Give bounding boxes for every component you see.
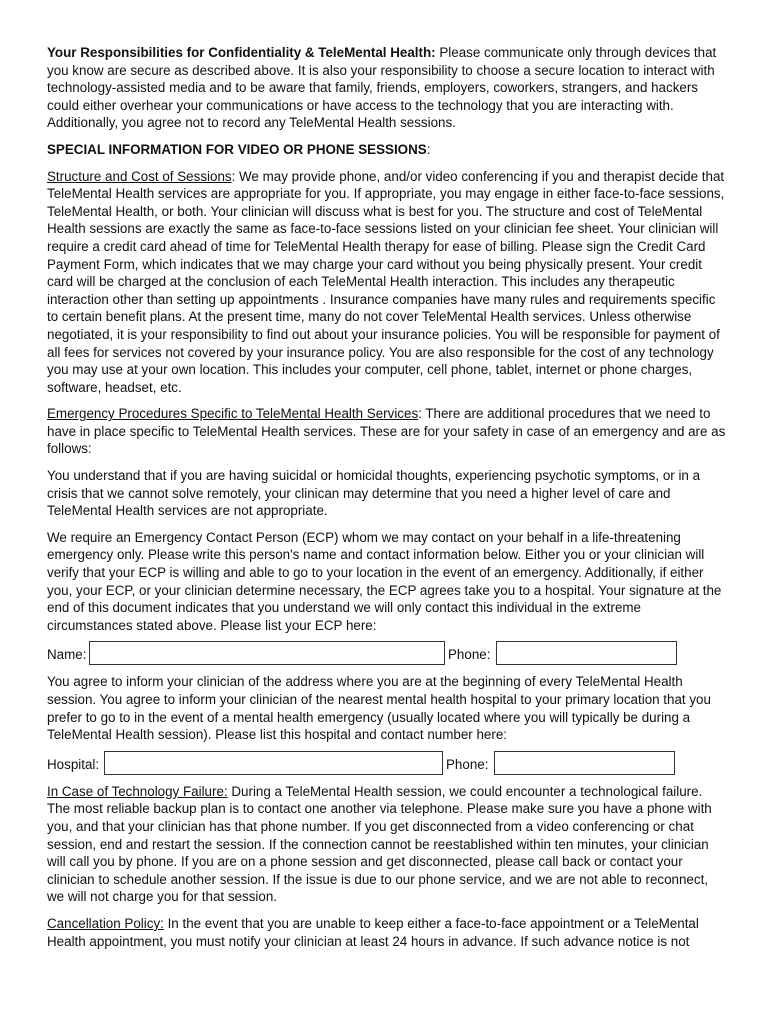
cancellation-paragraph [47, 915, 726, 950]
hospital-paragraph: You agree to inform your clinician of the address where you are at the beginning of every TeleMental Health session. You agree to inform your clinician of the nearest mental health hospital to your primary location that you prefer to go to in the event of a mental health emergency (usually located where you will typically be during a TeleMental Health session). Please list this hospital and contact number here: [47, 674, 711, 743]
special-info-heading: SPECIAL INFORMATION FOR VIDEO OR PHONE SESSIONS [47, 141, 427, 157]
structure-body: : We may provide phone, and/or video conferencing if you and therapist decide that TeleMental Health services are appropriate for you. If appropriate, you may engage in either face-to-face sessions, TeleMental Health, or both. Your clinician will discuss what is best for you. The structure and cost of TeleMental Health sessions are exactly the same as face-to-face sessions listed on your clinician fee sheet. Your clinician will require a credit card ahead of time for TeleMental Health therapy for ease of billing. Please sign the Credit Card Payment Form, which indicates that we may charge your card without you being physically present. Your credit card will be charged at the conclusion of each TeleMental Health interaction. This includes any therapeutic interaction other than setting up appointments . Insurance companies have many rules and requirements specific to certain benefit plans. At the present time, many do not cover TeleMental Health services. Unless otherwise negotiated, it is your responsibility to find out about your insurance policies. You will be responsible for payment of all fees for services not covered by your insurance policy. You are also responsible for the cost of any technology you may use at your own location. This includes your computer, cell phone, tablet, internet or phone charges, software, headset, etc. [47, 168, 725, 395]
hospital-phone-label: Phone: [446, 756, 489, 772]
structure-paragraph [47, 168, 726, 397]
ecp-phone-field[interactable] [496, 641, 677, 665]
emergency-heading: Emergency Procedures Specific to TeleMental Health Services [47, 406, 419, 422]
hospital-phone-field[interactable] [494, 751, 675, 775]
cancellation-body: In the event that you are unable to keep either a face-to-face appointment or a TeleMental Health appointment, you must notify your clinician at least 24 hours in advance. If such advance notice is not [47, 915, 699, 949]
confidentiality-body: Please communicate only through devices that you know are secure as described above. It is also your responsibility to choose a secure location to interact with technology-assisted media and to be aware that family, friends, employers, coworkers, strangers, and hackers could either overhear your communications or have access to the technology that you are interacting with. Additionally, you agree not to record any TeleMental Health sessions. [47, 45, 717, 131]
ecp-phone-label: Phone: [448, 647, 491, 663]
ecp-name-field[interactable] [89, 641, 445, 665]
cancellation-heading: Cancellation Policy: [47, 915, 164, 931]
tech-failure-paragraph [47, 783, 726, 906]
tech-failure-heading: In Case of Technology Failure: [47, 783, 228, 799]
emergency-body: : There are additional procedures that we need to have in place specific to TeleMental Health services. These are for your safety in case of an emergency and are as follows: [47, 406, 726, 457]
special-info-paragraph [47, 141, 726, 159]
confidentiality-paragraph [47, 44, 726, 132]
ecp-paragraph: We require an Emergency Contact Person (ECP) whom we may contact on your behalf in a life-threatening emergency only. Please write this person's name and contact information below. Either you or your clinician will verify that your ECP is willing and able to go to your location in the event of an emergency. Additionally, if either you, your ECP, or your clinician determine necessary, the ECP agrees take you to a hospital. Your signature at the end of this document indicates that you understand we will only contact this individual in the extreme circumstances stated above. Please list your ECP here: [47, 529, 722, 633]
emergency-crisis-paragraph: You understand that if you are having suicidal or homicidal thoughts, experiencing psychotic symptoms, or in a crisis that we cannot solve remotely, your clinican may determine that you need a higher level of care and TeleMental Health services are not appropriate. [47, 468, 701, 519]
hospital-field-row [47, 751, 726, 775]
tech-failure-body: During a TeleMental Health session, we could encounter a technological failure. The most reliable backup plan is to contact one another via telephone. Please make sure you have a phone with you, and that your clinician has that phone number. If you get disconnected from a video conferencing or chat session, end and restart the session. If the connection cannot be reestablished within ten minutes, your clinician will call you by phone. If you are on a phone session and get disconnected, please call back or contact your clinician to schedule another session. If the issue is due to our phone service, and we are not able to reconnect, we will not charge you for that session. [47, 783, 712, 905]
confidentiality-heading: Your Responsibilities for Confidentiality & TeleMental Health: [47, 45, 436, 60]
special-info-colon: : [426, 141, 431, 157]
structure-heading: Structure and Cost of Sessions [47, 168, 232, 184]
ecp-name-label: Name: [47, 647, 87, 663]
ecp-field-row [47, 641, 726, 665]
hospital-label: Hospital: [47, 756, 100, 772]
emergency-paragraph [47, 405, 726, 458]
hospital-field[interactable] [104, 751, 443, 775]
